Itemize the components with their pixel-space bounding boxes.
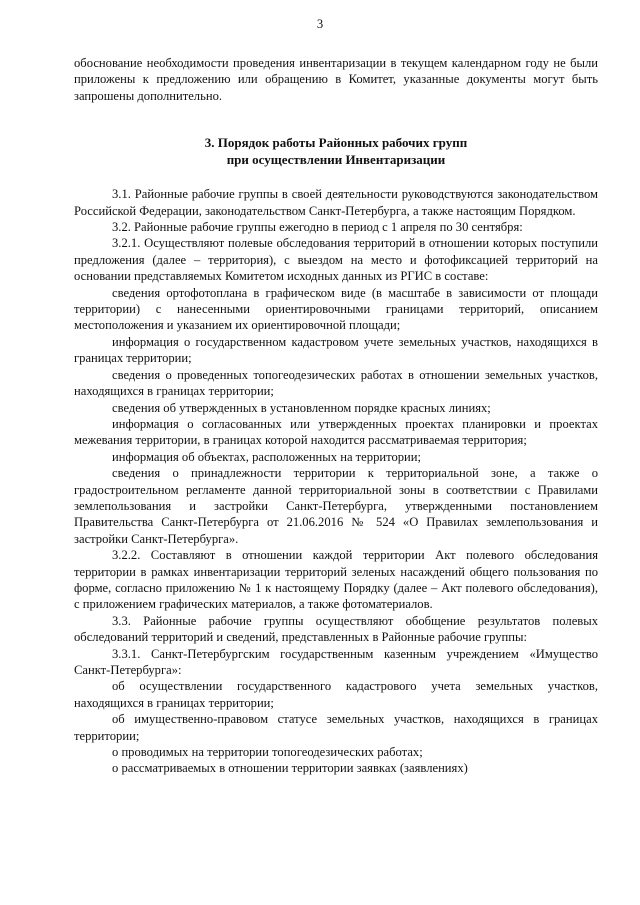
paragraph-3-3: 3.3. Районные рабочие группы осуществляют обобщение результатов полевых обследований территорий и сведений, представленных в Районные рабочие группы: [74,613,598,645]
paragraph-3-2-1: 3.2.1. Осуществляют полевые обследования территорий в отношении которых поступили предложения (далее – территория), с выездом на место и фотофиксацией территорий на основании представляемых Комитетом исходных данных из РГИС в составе: [74,236,598,284]
list-item-cadastral-info: информация о государственном кадастровом учете земельных участков, находящихся в границах территории; [74,334,598,366]
page-number: 3 [316,17,324,31]
list-item-zoning: сведения о принадлежности территории к территориальной зоне, а также о градостроительном регламенте данной территориальной зоны в соответствии с Правилами землепользования и застройки Санкт-Петербурга, утвержденными постановлением Правительства Санкт-Петербурга от 21.06.2016 № 524 «О Правилах землепользования и застройки Санкт-Петербурга». [74,466,598,546]
list-item-red-lines: сведения об утвержденных в установленном порядке красных линиях; [112,400,491,415]
section-heading [74,134,598,168]
list-item-objects: информация об объектах, расположенных на территории; [112,449,422,464]
list-item-orthophoto: сведения ортофотоплана в графическом виде (в масштабе в зависимости от площади территории) с нанесенными ориентировочными границами территорий, описанием местоположения и указанием их ориентировочной площади; [74,285,598,333]
intro-paragraph: обоснование необходимости проведения инвентаризации в текущем календарном году не были приложены к предложению или обращению в Комитет, указанные документы могут быть запрошены дополнительно. [74,56,598,103]
list-item-topogeodetic: сведения о проведенных топогеодезических работах в отношении земельных участков, находящихся в границах территории; [74,367,598,399]
list-item-planning-projects: информация о согласованных или утвержденных проектах планировки и проектах межевания территории, в границах которой находится рассматриваемая территория; [74,416,598,448]
section-title-line-2: при осуществлении Инвентаризации [226,152,446,168]
list-item-property-status: об имущественно-правовом статусе земельных участков, находящихся в границах территории; [74,712,598,743]
section-title-line-1: 3. Порядок работы Районных рабочих групп [204,135,468,151]
paragraph-3-2-2: 3.2.2. Составляют в отношении каждой территории Акт полевого обследования территории в рамках инвентаризации территорий зеленых насаждений общего пользования по форме, согласно приложению № 1 к настоящему Порядку (далее – Акт полевого обследования), с приложением графических материалов, а также фотоматериалов. [74,548,598,612]
paragraph-3-2: 3.2. Районные рабочие группы ежегодно в период с 1 апреля по 30 сентября: [112,220,523,235]
paragraph-3-3-1: 3.3.1. Санкт-Петербургским государственным казенным учреждением «Имущество Санкт-Петербурга»: [74,646,598,677]
document-body [74,55,598,777]
list-item-cadastral-registration: об осуществлении государственного кадастрового учета земельных участков, находящихся в границах территории; [74,679,598,710]
list-item-applications: о рассматриваемых в отношении территории заявках (заявлениях) [112,761,468,776]
list-item-topogeodetic-works: о проводимых на территории топогеодезических работах; [112,745,423,760]
paragraph-3-1: 3.1. Районные рабочие группы в своей деятельности руководствуются законодательством Российской Федерации, законодательством Санкт-Петербурга, а также настоящим Порядком. [74,187,598,218]
